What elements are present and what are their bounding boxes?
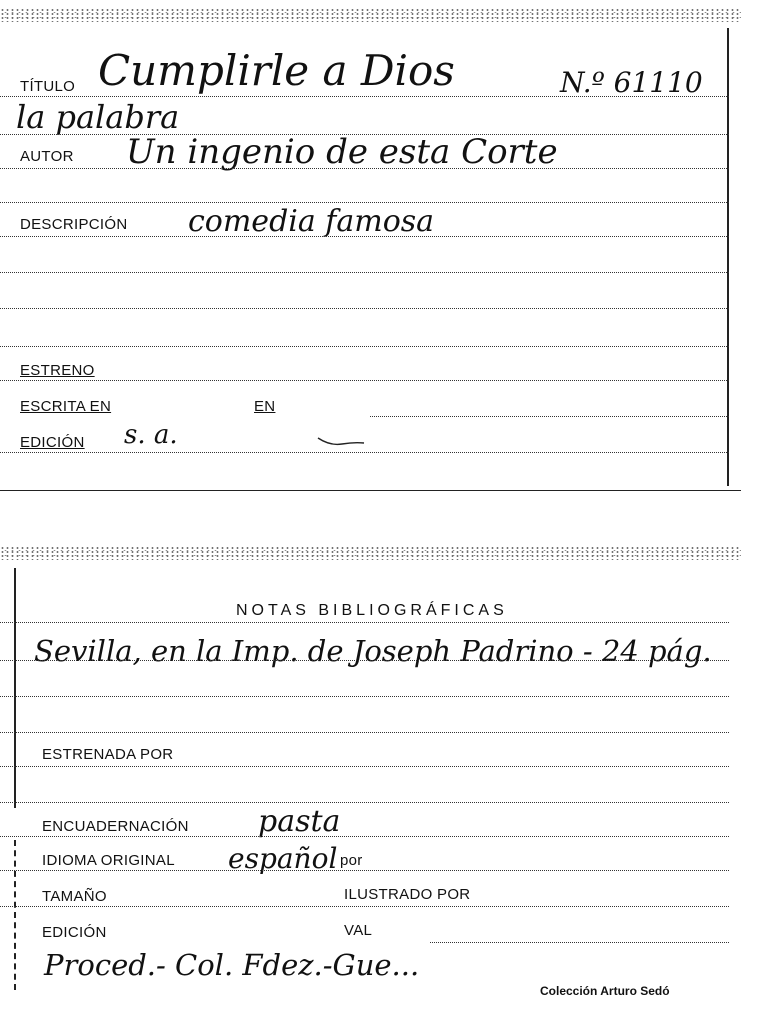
edicion-label-bottom: EDICIÓN (42, 924, 107, 941)
rule (0, 732, 729, 733)
notas-value: Sevilla, en la Imp. de Joseph Padrino - 24 pág. (34, 634, 712, 668)
collection-footer: Colección Arturo Sedó (540, 984, 670, 998)
idioma-value: español (228, 842, 338, 875)
rule (0, 308, 729, 309)
rule (0, 346, 729, 347)
notas-heading: NOTAS BIBLIOGRÁFICAS (236, 602, 508, 619)
card-left-border-lower (14, 840, 16, 990)
tamano-label: TAMAÑO (42, 888, 107, 905)
valor-label: VAL (344, 922, 373, 939)
rule (0, 766, 729, 767)
titulo-value-line1: Cumplirle a Dios (98, 46, 455, 95)
rule (370, 416, 729, 417)
rule (0, 380, 729, 381)
rule (0, 870, 729, 871)
catalog-card-bottom (0, 540, 741, 1028)
estrenada-por-label: ESTRENADA POR (42, 746, 174, 763)
rule (430, 942, 729, 943)
estreno-label: ESTRENO (20, 362, 95, 379)
rule (0, 96, 729, 97)
rule (0, 622, 729, 623)
card-top-edge (0, 8, 741, 22)
card-left-border (14, 568, 16, 808)
encuadernacion-label: ENCUADERNACIÓN (42, 818, 189, 835)
idioma-label: IDIOMA ORIGINAL (42, 852, 175, 869)
descripcion-value: comedia famosa (188, 204, 435, 239)
autor-value: Un ingenio de esta Corte (126, 132, 558, 172)
rule (0, 660, 729, 661)
titulo-value-line2: la palabra (16, 98, 180, 136)
autor-label: AUTOR (20, 148, 74, 165)
en-label: EN (254, 398, 276, 415)
edicion-label: EDICIÓN (20, 434, 85, 451)
escrita-en-label: ESCRITA EN (20, 398, 112, 415)
pen-mark (316, 434, 366, 448)
redaction-patch (372, 916, 428, 942)
catalog-number: N.º 61110 (560, 66, 703, 99)
rule (0, 272, 729, 273)
rule (0, 202, 729, 203)
descripcion-label: DESCRIPCIÓN (20, 216, 128, 233)
rule (0, 836, 729, 837)
card-top-edge (0, 546, 741, 560)
rule (0, 696, 729, 697)
rule (0, 168, 729, 169)
catalog-card-top (0, 0, 741, 494)
rule (0, 906, 729, 907)
titulo-label: TÍTULO (20, 78, 76, 95)
card-bottom-edge (0, 490, 741, 491)
rule (0, 236, 729, 237)
por-label: por (340, 852, 363, 869)
ilustrado-label: ILUSTRADO POR (344, 886, 471, 903)
encuadernacion-value: pasta (258, 804, 341, 839)
rule (0, 802, 729, 803)
procedencia-value: Proced.- Col. Fdez.-Gue... (44, 948, 420, 982)
edicion-value: s. a. (124, 420, 178, 450)
rule (0, 452, 729, 453)
